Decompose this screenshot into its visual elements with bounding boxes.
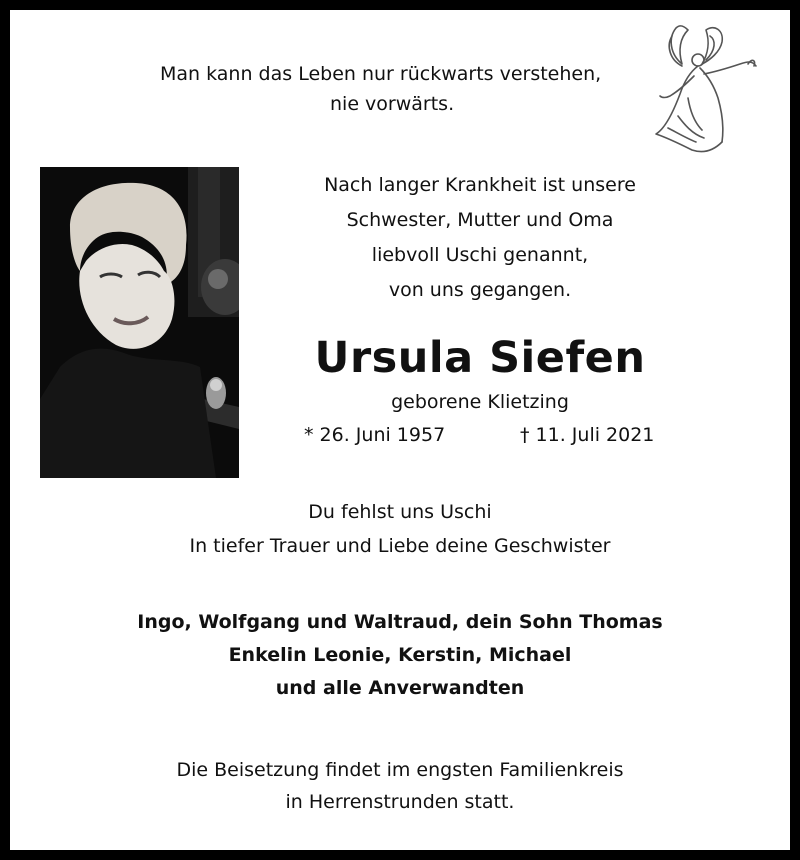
birth-name: geborene Klietzing: [391, 391, 569, 413]
death-date: † 11. Juli 2021: [520, 424, 655, 446]
announcement-block: [290, 168, 670, 308]
portrait-photo: [40, 167, 239, 478]
quote-line-2: nie vorwärts.: [330, 93, 455, 115]
mourning-line-1: Du fehlst uns Uschi: [308, 501, 492, 523]
announcement-line: von uns gegangen.: [388, 279, 572, 301]
mourners-block: [0, 606, 800, 705]
funeral-notice: [0, 754, 800, 818]
angel-icon: [648, 20, 760, 162]
mourners-line: Enkelin Leonie, Kerstin, Michael: [228, 644, 572, 666]
quote-line-1: Man kann das Leben nur rückwarts verstehen,: [160, 63, 602, 85]
funeral-line-2: in Herrenstrunden statt.: [285, 791, 515, 813]
deceased-name: Ursula Siefen: [314, 333, 646, 383]
mourners-line: Ingo, Wolfgang und Waltraud, dein Sohn Thomas: [137, 611, 663, 633]
announcement-line: Schwester, Mutter und Oma: [346, 209, 614, 231]
announcement-line: Nach langer Krankheit ist unsere: [324, 174, 636, 196]
mourners-line: und alle Anverwandten: [275, 677, 525, 699]
funeral-line-1: Die Beisetzung findet im engsten Familienkreis: [176, 759, 624, 781]
mourning-line-2: In tiefer Trauer und Liebe deine Geschwister: [189, 535, 611, 557]
birth-date: * 26. Juni 1957: [304, 424, 446, 446]
announcement-line: liebvoll Uschi genannt,: [371, 244, 589, 266]
